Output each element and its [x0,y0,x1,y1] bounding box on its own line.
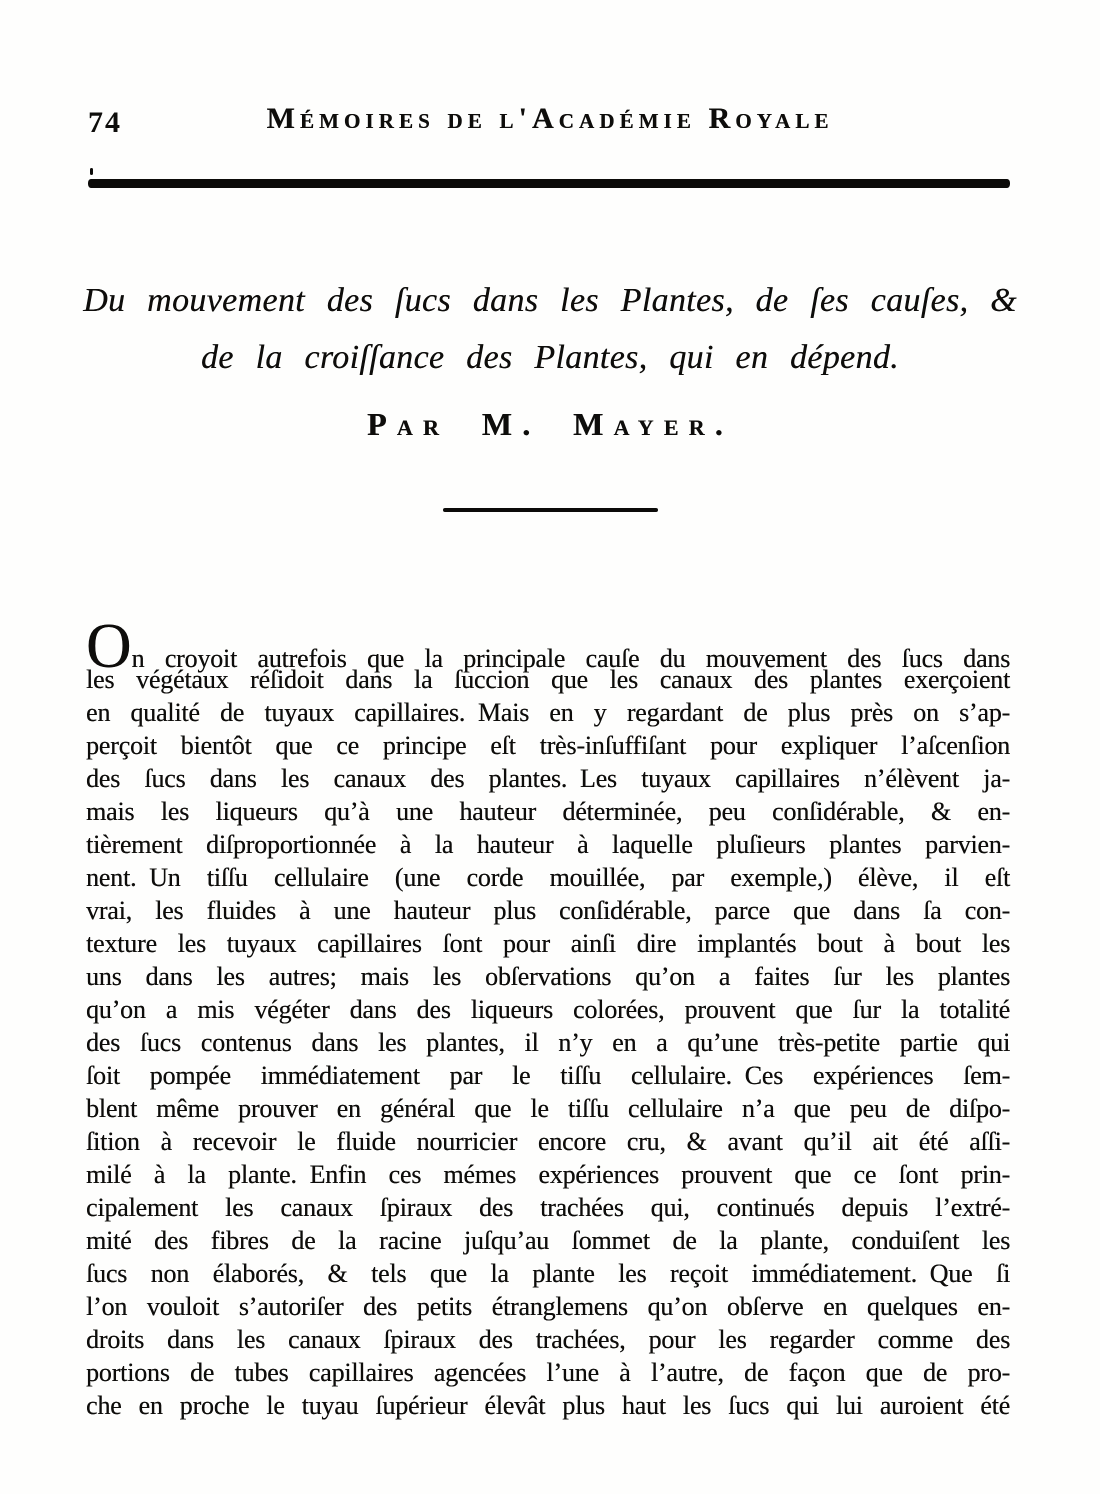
body-line: des ſucs dans les canaux des plantes. Les tuyaux capillaires n’élèvent ja- [86,764,1010,793]
section-divider [443,508,658,512]
running-header: Mémoires de l'Académie Royale [266,102,834,135]
body-line: blent même prouver en général que le tiſſu cellulaire n’a que peu de diſpo- [86,1094,1010,1123]
body-line: les végétaux réſidoit dans la ſuccion que les canaux des plantes exerçoient [86,665,1010,694]
title-line-1: Du mouvement des ſucs dans les Plantes, de ſes cauſes, & [83,282,1017,319]
drop-cap-initial: O [86,611,132,681]
page-number: 74 [88,106,122,139]
body-line: perçoit bientôt que ce principe eſt très-inſuffiſant pour expliquer l’aſcenſion [86,731,1010,760]
body-line: mité des fibres de la racine juſqu’au ſommet de la plante, conduiſent les [86,1226,1010,1255]
body-line: mais les liqueurs qu’à une hauteur déterminée, peu conſidérable, & en- [86,797,1010,826]
body-line: l’on vouloit s’autoriſer des petits étranglemens qu’on obſerve en quelques en- [86,1292,1010,1321]
ink-artifact [90,168,93,175]
body-line: qu’on a mis végéter dans des liqueurs colorées, prouvent que ſur la totalité [86,995,1010,1024]
body-line: tièrement diſproportionnée à la hauteur à laquelle pluſieurs plantes parvien- [86,830,1010,859]
header-rule [88,179,1010,188]
body-line: en qualité de tuyaux capillaires. Mais en y regardant de plus près on s’ap- [86,698,1010,727]
body-line: droits dans les canaux ſpiraux des trachées, pour les regarder comme des [86,1325,1010,1354]
byline: Par M. Mayer. [367,406,733,442]
body-line-text: n croyoit autrefois que la principale cauſe du mouvement des ſucs dans [131,644,1010,673]
body-line: texture les tuyaux capillaires ſont pour ainſi dire implantés bout à bout les [86,929,1010,958]
body-line: che en proche le tuyau ſupérieur élevât plus haut les ſucs qui lui auroient été [86,1391,1010,1420]
body-line: portions de tubes capillaires agencées l’une à l’autre, de façon que de pro- [86,1358,1010,1387]
body-line: des ſucs contenus dans les plantes, il n’y en a qu’une très-petite partie qui [86,1028,1010,1057]
body-line: nent. Un tiſſu cellulaire (une corde mouillée, par exemple,) élève, il eſt [86,863,1010,892]
article-body [86,611,1010,1422]
body-line: ſition à recevoir le fluide nourricier encore cru, & avant qu’il ait été aſſi- [86,1127,1010,1156]
body-line: ſoit pompée immédiatement par le tiſſu cellulaire. Ces expériences ſem- [86,1061,1010,1090]
body-line: ſucs non élaborés, & tels que la plante les reçoit immédiatement. Que ſi [86,1259,1010,1288]
body-line: vrai, les fluides à une hauteur plus conſidérable, parce que dans ſa con- [86,896,1010,925]
article-title [60,272,1040,386]
body-line: uns dans les autres; mais les obſervations qu’on a faites ſur les plantes [86,962,1010,991]
body-line: cipalement les canaux ſpiraux des trachées qui, continués depuis l’extré- [86,1193,1010,1222]
title-line-2: de la croiſſance des Plantes, qui en dépend. [200,339,900,376]
body-line: milé à la plante. Enfin ces mémes expériences prouvent que ce ſont prin- [86,1160,1010,1189]
